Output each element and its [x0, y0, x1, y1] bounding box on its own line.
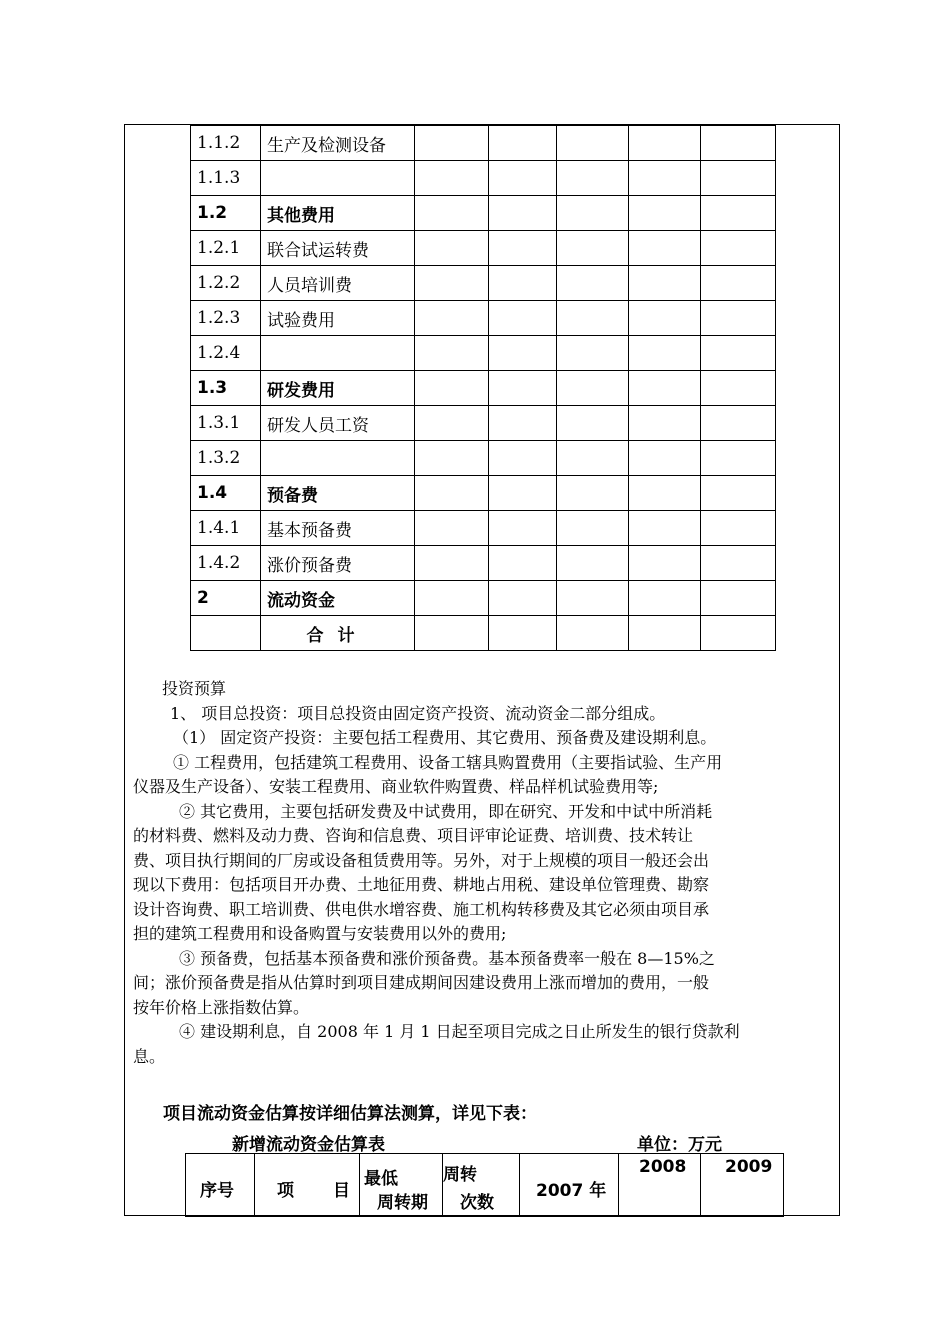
- value-cell: [701, 126, 776, 161]
- value-cell: [489, 371, 557, 406]
- table-row: [191, 511, 776, 546]
- paragraph-interest-l1: ④ 建设期利息，自 2008 年 1 月 1 日起至项目完成之日止所发生的银行贷款利: [179, 1022, 740, 1041]
- value-cell: [629, 581, 701, 616]
- row-name: 研发费用: [261, 371, 415, 406]
- value-cell: [557, 441, 629, 476]
- paragraph-reserve-l3: 按年价格上涨指数估算。: [133, 997, 310, 1017]
- header-2009: [701, 1154, 784, 1217]
- row-name: 联合试运转费: [261, 231, 415, 266]
- total-row: [191, 616, 776, 651]
- value-cell: [557, 336, 629, 371]
- row-number: 1.1.3: [191, 161, 261, 196]
- working-capital-table: [185, 1153, 784, 1217]
- row-name: 研发人员工资: [261, 406, 415, 441]
- header-seq: [186, 1154, 255, 1217]
- paragraph-reserve-l2: 间；涨价预备费是指从估算时到项目建成期间因建设费用上涨而增加的费用，一般: [133, 973, 710, 992]
- value-cell: [629, 231, 701, 266]
- investment-table: [190, 125, 776, 651]
- row-name: [261, 336, 415, 371]
- value-cell: [701, 441, 776, 476]
- paragraph-engineering-l2: 仪器及生产设备）、安装工程费用、商业软件购置费、样品样机试验费用等;: [133, 777, 659, 796]
- value-cell: [489, 441, 557, 476]
- table-row: [191, 581, 776, 616]
- value-cell: [415, 371, 489, 406]
- value-cell: [557, 581, 629, 616]
- section-heading: 投资预算: [162, 679, 227, 698]
- value-cell: [557, 546, 629, 581]
- value-cell: [701, 196, 776, 231]
- working-capital-table-title: 新增流动资金估算表: [232, 1135, 385, 1155]
- paragraph-engineering-l1: ① 工程费用，包括建筑工程费用、设备工辖具购置费用（主要指试验、生产用: [173, 752, 723, 772]
- value-cell: [415, 511, 489, 546]
- header-min-label-b: 周转期: [377, 1193, 428, 1213]
- table-row: [191, 441, 776, 476]
- value-cell: [629, 301, 701, 336]
- value-cell: [629, 511, 701, 546]
- table-row: [191, 266, 776, 301]
- value-cell: [557, 371, 629, 406]
- header-min-label-a: 最低: [364, 1169, 398, 1189]
- value-cell: [701, 266, 776, 301]
- value-cell: [629, 126, 701, 161]
- value-cell: [629, 161, 701, 196]
- table-row: [191, 126, 776, 161]
- value-cell: [489, 616, 557, 651]
- value-cell: [629, 406, 701, 441]
- value-cell: [701, 161, 776, 196]
- row-name: 基本预备费: [261, 511, 415, 546]
- value-cell: [557, 126, 629, 161]
- working-capital-header-row: [186, 1154, 784, 1217]
- row-number: 1.1.2: [191, 126, 261, 161]
- row-name: [261, 161, 415, 196]
- table-row: [191, 476, 776, 511]
- value-cell: [557, 406, 629, 441]
- value-cell: [489, 196, 557, 231]
- row-number: 1.2: [191, 196, 261, 231]
- value-cell: [701, 231, 776, 266]
- value-cell: [489, 546, 557, 581]
- total-label: 合计: [261, 616, 415, 651]
- value-cell: [629, 441, 701, 476]
- value-cell: [701, 406, 776, 441]
- header-2008-label: 2008: [639, 1157, 687, 1177]
- paragraph-other-l4: 现以下费用：包括项目开办费、土地征用费、耕地占用税、建设单位管理费、勘察: [133, 875, 710, 894]
- row-number: 1.3.1: [191, 406, 261, 441]
- value-cell: [701, 336, 776, 371]
- table-row: [191, 371, 776, 406]
- row-name: 试验费用: [261, 301, 415, 336]
- value-cell: [557, 196, 629, 231]
- value-cell: [489, 231, 557, 266]
- paragraph-interest-l2: 息。: [133, 1046, 166, 1066]
- value-cell: [557, 476, 629, 511]
- value-cell: [701, 546, 776, 581]
- row-number: 1.2.3: [191, 301, 261, 336]
- value-cell: [489, 266, 557, 301]
- value-cell: [415, 336, 489, 371]
- value-cell: [629, 266, 701, 301]
- paragraph-reserve-l1: ③ 预备费，包括基本预备费和涨价预备费。基本预备费率一般在 8—15%之: [179, 948, 715, 968]
- value-cell: [415, 161, 489, 196]
- header-2007-label: 2007 年: [536, 1181, 607, 1201]
- value-cell: [557, 616, 629, 651]
- row-name: 预备费: [261, 476, 415, 511]
- table-row: [191, 161, 776, 196]
- value-cell: [701, 476, 776, 511]
- value-cell: [629, 546, 701, 581]
- header-turn-label-b: 次数: [460, 1193, 494, 1213]
- header-turnover-count: [443, 1154, 520, 1217]
- value-cell: [415, 301, 489, 336]
- header-seq-label: 序号: [200, 1181, 234, 1201]
- paragraph-fixed-assets: （1） 固定资产投资：主要包括工程费用、其它费用、预备费及建设期利息。: [173, 728, 717, 747]
- value-cell: [415, 581, 489, 616]
- paragraph-other-l6: 担的建筑工程费用和设备购置与安装费用以外的费用;: [133, 924, 507, 943]
- value-cell: [629, 371, 701, 406]
- header-turn-label-a: 周转: [443, 1165, 477, 1185]
- value-cell: [629, 616, 701, 651]
- row-number: 1.2.2: [191, 266, 261, 301]
- value-cell: [489, 161, 557, 196]
- table-row: [191, 231, 776, 266]
- value-cell: [489, 511, 557, 546]
- value-cell: [415, 266, 489, 301]
- value-cell: [489, 581, 557, 616]
- total-empty-cell: [191, 616, 261, 651]
- value-cell: [415, 126, 489, 161]
- value-cell: [701, 581, 776, 616]
- row-number: 1.2.4: [191, 336, 261, 371]
- row-name: 涨价预备费: [261, 546, 415, 581]
- value-cell: [415, 406, 489, 441]
- value-cell: [701, 371, 776, 406]
- table-row: [191, 301, 776, 336]
- value-cell: [415, 196, 489, 231]
- value-cell: [557, 161, 629, 196]
- unit-label: 单位：万元: [637, 1135, 722, 1155]
- table-row: [191, 336, 776, 371]
- value-cell: [415, 476, 489, 511]
- row-name: 流动资金: [261, 581, 415, 616]
- value-cell: [489, 476, 557, 511]
- header-item: [255, 1154, 360, 1217]
- value-cell: [415, 546, 489, 581]
- row-name: 生产及检测设备: [261, 126, 415, 161]
- value-cell: [489, 336, 557, 371]
- value-cell: [557, 301, 629, 336]
- value-cell: [557, 511, 629, 546]
- value-cell: [629, 476, 701, 511]
- value-cell: [701, 301, 776, 336]
- paragraph-total-investment: 1、 项目总投资：项目总投资由固定资产投资、流动资金二部分组成。: [170, 703, 666, 723]
- row-number: 1.4.2: [191, 546, 261, 581]
- value-cell: [629, 196, 701, 231]
- investment-text: [133, 677, 833, 1069]
- value-cell: [489, 301, 557, 336]
- header-2007: [520, 1154, 619, 1217]
- row-name: [261, 441, 415, 476]
- table-row: [191, 406, 776, 441]
- value-cell: [701, 511, 776, 546]
- paragraph-other-l2: 的材料费、燃料及动力费、咨询和信息费、项目评审论证费、培训费、技术转让: [133, 826, 694, 845]
- table-row: [191, 546, 776, 581]
- row-name: 其他费用: [261, 196, 415, 231]
- paragraph-other-l5: 设计咨询费、职工培训费、供电供水增容费、施工机构转移费及其它必须由项目承: [133, 899, 710, 919]
- paragraph-other-l1: ② 其它费用，主要包括研发费及中试费用，即在研究、开发和中试中所消耗: [179, 801, 713, 821]
- value-cell: [415, 616, 489, 651]
- value-cell: [557, 231, 629, 266]
- value-cell: [489, 126, 557, 161]
- row-number: 1.4: [191, 476, 261, 511]
- row-number: 1.4.1: [191, 511, 261, 546]
- row-number: 2: [191, 581, 261, 616]
- header-item-label-a: 项: [277, 1181, 294, 1201]
- working-capital-intro: 项目流动资金估算按详细估算法测算，详见下表：: [163, 1104, 537, 1124]
- paragraph-other-l3: 费、项目执行期间的厂房或设备租赁费用等。另外，对于上规模的项目一般还会出: [133, 850, 710, 870]
- value-cell: [701, 616, 776, 651]
- value-cell: [629, 336, 701, 371]
- header-min-turnover: [360, 1154, 443, 1217]
- value-cell: [415, 231, 489, 266]
- row-number: 1.3.2: [191, 441, 261, 476]
- value-cell: [415, 441, 489, 476]
- header-2008: [619, 1154, 701, 1217]
- row-number: 1.2.1: [191, 231, 261, 266]
- header-2009-label: 2009: [725, 1157, 773, 1177]
- header-item-label-b: 目: [333, 1181, 350, 1201]
- value-cell: [489, 406, 557, 441]
- value-cell: [557, 266, 629, 301]
- row-name: 人员培训费: [261, 266, 415, 301]
- row-number: 1.3: [191, 371, 261, 406]
- table-row: [191, 196, 776, 231]
